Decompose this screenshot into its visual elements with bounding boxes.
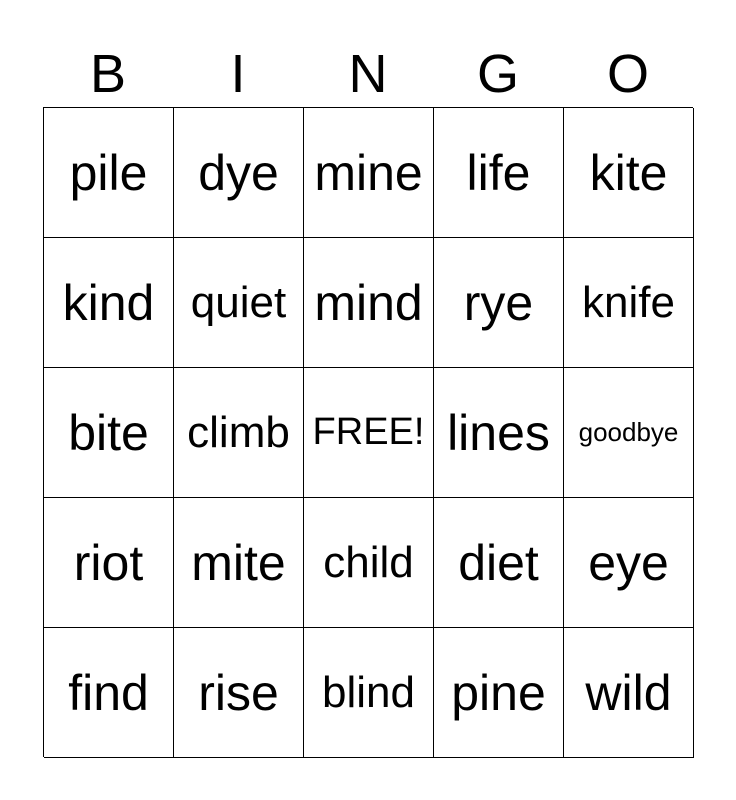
bingo-cell[interactable]: life <box>434 108 564 238</box>
bingo-cell[interactable]: blind <box>304 628 434 758</box>
bingo-cell[interactable]: diet <box>434 498 564 628</box>
bingo-cell[interactable]: lines <box>434 368 564 498</box>
bingo-cell[interactable]: rye <box>434 238 564 368</box>
bingo-cell[interactable]: kind <box>44 238 174 368</box>
bingo-cell[interactable]: riot <box>44 498 174 628</box>
bingo-cell[interactable]: bite <box>44 368 174 498</box>
header-letter-o: O <box>606 44 649 104</box>
bingo-cell[interactable]: eye <box>564 498 694 628</box>
bingo-card <box>43 107 693 757</box>
bingo-cell[interactable]: find <box>44 628 174 758</box>
bingo-cell[interactable]: child <box>304 498 434 628</box>
header-letter-b: B <box>89 44 127 104</box>
bingo-cell[interactable]: dye <box>174 108 304 238</box>
header-letter-n: N <box>348 44 388 104</box>
header-letter-i: I <box>230 44 246 104</box>
bingo-header <box>43 40 693 108</box>
header-letter-g: G <box>476 44 519 104</box>
bingo-cell[interactable]: rise <box>174 628 304 758</box>
bingo-cell[interactable]: knife <box>564 238 694 368</box>
bingo-cell[interactable]: climb <box>174 368 304 498</box>
bingo-cell[interactable]: wild <box>564 628 694 758</box>
bingo-cell[interactable]: mind <box>304 238 434 368</box>
bingo-cell[interactable]: goodbye <box>564 368 694 498</box>
bingo-cell[interactable]: quiet <box>174 238 304 368</box>
free-space-cell[interactable]: FREE! <box>304 368 434 498</box>
bingo-cell[interactable]: pine <box>434 628 564 758</box>
bingo-cell[interactable]: mine <box>304 108 434 238</box>
bingo-cell[interactable]: pile <box>44 108 174 238</box>
bingo-cell[interactable]: kite <box>564 108 694 238</box>
bingo-cell[interactable]: mite <box>174 498 304 628</box>
